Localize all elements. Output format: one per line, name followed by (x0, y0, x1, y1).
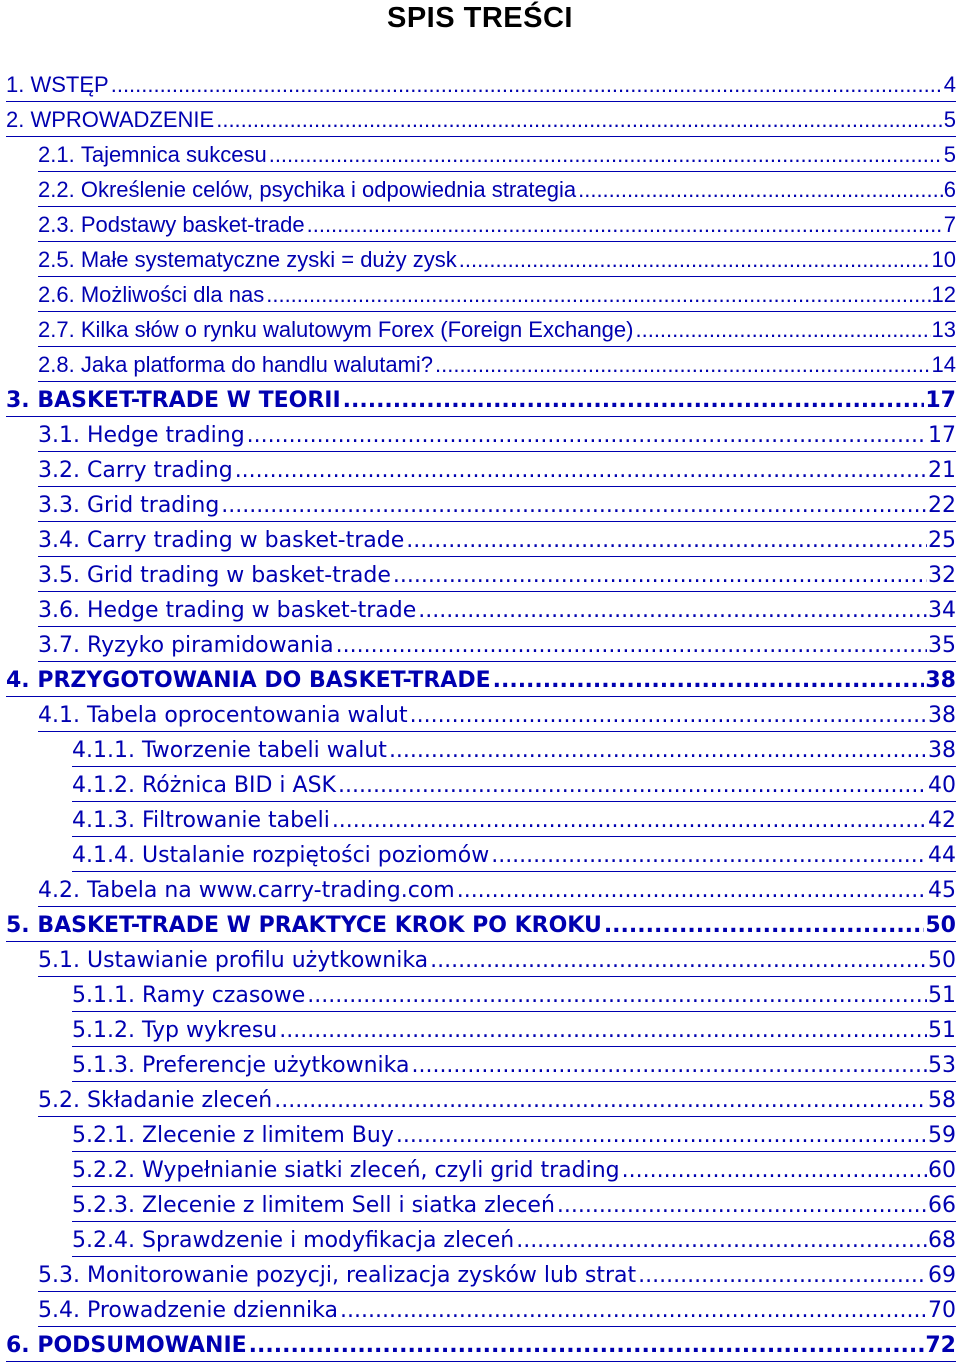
toc-entry-number: 2.6. (38, 282, 75, 307)
toc-dot-leader (622, 1158, 927, 1183)
toc-entry-number: 4.1.1. (72, 738, 135, 763)
toc-link[interactable] (38, 312, 956, 347)
toc-entry (0, 907, 960, 942)
toc-dot-leader (435, 352, 930, 378)
toc-entry (0, 1152, 960, 1187)
toc-page-number: 13 (931, 317, 956, 342)
toc-link[interactable] (38, 347, 956, 382)
toc-entry-title: Grid trading (86, 493, 220, 518)
toc-link[interactable] (38, 242, 956, 277)
toc-entry (0, 417, 960, 452)
toc-spacer (80, 458, 87, 483)
toc-entry (0, 872, 960, 907)
toc-entry-number: 3. (6, 388, 30, 413)
toc-entry-number: 5.1.2. (72, 1018, 135, 1043)
toc-entry-title: Tworzenie tabeli walut (141, 738, 387, 763)
toc-entry-number: 2.8. (38, 352, 75, 377)
toc-page-number: 50 (925, 913, 956, 938)
toc-entry-title: Określenie celów, psychika i odpowiednia strategia (80, 177, 577, 202)
toc-link[interactable] (38, 557, 956, 592)
toc-entry-title: Zlecenie z limitem Buy (141, 1123, 394, 1148)
toc-page-number: 6 (943, 177, 956, 202)
toc-dot-leader (418, 598, 927, 623)
toc-dot-leader (396, 1123, 927, 1148)
toc-dot-leader (274, 1088, 927, 1113)
toc-dot-leader (410, 703, 927, 728)
toc-entry-title: Hedge trading w basket-trade (86, 598, 417, 623)
toc-entry-number: 3.7. (38, 633, 80, 658)
toc-entry-number: 5. (6, 913, 30, 938)
toc-entry (0, 522, 960, 557)
toc-entry (0, 102, 960, 137)
toc-page-number: 22 (928, 493, 956, 518)
toc-entry (0, 592, 960, 627)
toc-entry-number: 5.3. (38, 1263, 80, 1288)
toc-spacer (30, 668, 38, 693)
toc-entry-number: 2. (6, 107, 25, 132)
toc-spacer (135, 808, 142, 833)
toc-spacer (135, 1193, 142, 1218)
toc-dot-leader (269, 142, 943, 168)
toc-page-number: 17 (925, 388, 956, 413)
toc-entry-number: 2.5. (38, 247, 75, 272)
toc-entry (0, 1047, 960, 1082)
toc-page-number: 38 (928, 738, 956, 763)
toc-entry-number: 5.2.1. (72, 1123, 135, 1148)
toc-entry-title: BASKET-TRADE W TEORII (37, 388, 341, 413)
toc-page-number: 58 (928, 1088, 956, 1113)
toc-page-number: 40 (928, 773, 956, 798)
toc-entry-title: Ustalanie rozpiętości poziomów (141, 843, 490, 868)
toc-dot-leader (279, 1018, 927, 1043)
toc-entry-title: Carry trading (86, 458, 233, 483)
toc-entry (0, 67, 960, 102)
toc-entry-title: Możliwości dla nas (80, 282, 265, 307)
toc-entry-number: 4.2. (38, 878, 80, 903)
toc-entry (0, 837, 960, 872)
toc-entry-number: 3.5. (38, 563, 80, 588)
toc-entry-number: 2.3. (38, 212, 75, 237)
toc-spacer (135, 1158, 142, 1183)
toc-entry-title: Ramy czasowe (141, 983, 306, 1008)
toc-link[interactable] (38, 277, 956, 312)
toc-link[interactable] (6, 382, 956, 417)
toc-spacer (135, 1123, 142, 1148)
toc-entry-number: 5.2.3. (72, 1193, 135, 1218)
toc-entry-number: 3.2. (38, 458, 80, 483)
toc-page-number: 72 (925, 1333, 956, 1358)
toc-entry (0, 1117, 960, 1152)
toc-entry (0, 382, 960, 417)
toc-entry (0, 557, 960, 592)
toc-dot-leader (307, 212, 943, 238)
toc-entry-title: Podstawy basket-trade (80, 212, 305, 237)
toc-entry-number: 4.1.4. (72, 843, 135, 868)
toc-entry (0, 697, 960, 732)
toc-spacer (80, 528, 87, 553)
toc-link[interactable] (38, 137, 956, 172)
toc-entry-number: 5.2. (38, 1088, 80, 1113)
toc-entry (0, 207, 960, 242)
toc-link[interactable] (6, 1327, 956, 1362)
toc-entry-number: 4.1.3. (72, 808, 135, 833)
toc-entry-title: Składanie zleceń (86, 1088, 273, 1113)
toc-page-number: 38 (925, 668, 956, 693)
toc-entry (0, 1187, 960, 1222)
toc-entry-title: Zlecenie z limitem Sell i siatka zleceń (141, 1193, 555, 1218)
toc-page-number: 53 (928, 1053, 956, 1078)
toc-entry-number: 5.4. (38, 1298, 80, 1323)
toc-link[interactable] (72, 1222, 956, 1257)
toc-dot-leader (221, 493, 927, 518)
toc-dot-leader (459, 247, 931, 273)
toc-dot-leader (635, 317, 930, 343)
toc-entry (0, 1292, 960, 1327)
toc-entry-title: PODSUMOWANIE (37, 1333, 247, 1358)
toc-entry (0, 732, 960, 767)
toc-entry-title: Hedge trading (86, 423, 245, 448)
toc-entry-number: 5.1. (38, 948, 80, 973)
toc-entry-title: WSTĘP (30, 72, 109, 97)
toc-link[interactable] (38, 487, 956, 522)
toc-link[interactable] (6, 907, 956, 942)
toc-link[interactable] (38, 1292, 956, 1327)
toc-link[interactable] (72, 767, 956, 802)
toc-entry-title: Tajemnica sukcesu (80, 142, 267, 167)
toc-entry (0, 627, 960, 662)
toc-entry-number: 4.1. (38, 703, 80, 728)
toc-entry-number: 3.1. (38, 423, 80, 448)
toc-entry-number: 1. (6, 72, 25, 97)
toc-entry-number: 2.2. (38, 177, 75, 202)
toc-entry (0, 487, 960, 522)
toc-page-number: 5 (943, 107, 956, 132)
toc-dot-leader (340, 1298, 927, 1323)
toc-entry-number: 4. (6, 668, 30, 693)
toc-entry (0, 312, 960, 347)
toc-spacer (30, 388, 38, 413)
toc-link[interactable] (38, 872, 956, 907)
toc-dot-leader (516, 1228, 927, 1253)
toc-entry (0, 1222, 960, 1257)
toc-entry-number: 3.3. (38, 493, 80, 518)
toc-page-number: 66 (928, 1193, 956, 1218)
toc-spacer (30, 1333, 38, 1358)
toc-entry-number: 6. (6, 1333, 30, 1358)
toc-page-number: 69 (928, 1263, 956, 1288)
toc-link[interactable] (38, 1082, 956, 1117)
toc-spacer (80, 703, 87, 728)
toc-spacer (80, 1088, 87, 1113)
toc-spacer (80, 878, 87, 903)
toc-link[interactable] (38, 417, 956, 452)
toc-entry-title: Carry trading w basket-trade (86, 528, 405, 553)
toc-dot-leader (389, 738, 927, 763)
toc-dot-leader (332, 808, 927, 833)
toc-spacer (30, 913, 38, 938)
toc-dot-leader (336, 633, 927, 658)
toc-page-number: 17 (928, 423, 956, 448)
toc-page-number: 7 (943, 212, 956, 237)
toc-link[interactable] (38, 697, 956, 732)
toc-dot-leader (411, 1053, 927, 1078)
toc-spacer (135, 1228, 142, 1253)
toc-link[interactable] (38, 1257, 956, 1292)
toc-dot-leader (216, 107, 943, 133)
toc-dot-leader (235, 458, 927, 483)
toc-link[interactable] (72, 1047, 956, 1082)
toc-entry-title: Tabela na www.carry-trading.com (86, 878, 455, 903)
toc-entry-title: Małe systematyczne zyski = duży zysk (80, 247, 457, 272)
toc-page-number: 68 (928, 1228, 956, 1253)
toc-dot-leader (638, 1263, 927, 1288)
toc-dot-leader (557, 1193, 927, 1218)
toc-entry (0, 452, 960, 487)
toc-dot-leader (266, 282, 930, 308)
page-title: SPIS TREŚCI (387, 2, 573, 34)
toc-dot-leader (247, 423, 927, 448)
toc-entry-number: 2.7. (38, 317, 75, 342)
toc-dot-leader (457, 878, 927, 903)
toc-page-number: 51 (928, 983, 956, 1008)
toc-link[interactable] (72, 977, 956, 1012)
toc-link[interactable] (38, 942, 956, 977)
toc-entry (0, 977, 960, 1012)
toc-spacer (135, 738, 142, 763)
toc-entry (0, 1327, 960, 1362)
toc-dot-leader (430, 948, 927, 973)
toc-entry (0, 662, 960, 697)
toc-link[interactable] (72, 1117, 956, 1152)
toc-page-number: 34 (928, 598, 956, 623)
toc-entry-title: Tabela oprocentowania walut (86, 703, 408, 728)
toc-entry-number: 5.1.1. (72, 983, 135, 1008)
toc-link[interactable] (72, 802, 956, 837)
toc-dot-leader (249, 1333, 925, 1358)
toc-spacer (80, 598, 87, 623)
toc-page-number: 50 (928, 948, 956, 973)
toc-link[interactable] (38, 627, 956, 662)
toc-link[interactable] (72, 1187, 956, 1222)
toc-dot-leader (307, 983, 927, 1008)
toc-entry-number: 3.6. (38, 598, 80, 623)
toc-link[interactable] (72, 732, 956, 767)
toc-link[interactable] (72, 837, 956, 872)
toc-link[interactable] (72, 1152, 956, 1187)
toc-page-number: 60 (928, 1158, 956, 1183)
toc-page-number: 14 (931, 352, 956, 377)
toc-entry-title: Typ wykresu (141, 1018, 278, 1043)
toc-entry-number: 5.2.2. (72, 1158, 135, 1183)
toc-entry-title: Grid trading w basket-trade (86, 563, 391, 588)
toc-spacer (135, 1053, 142, 1078)
toc-entry-number: 4.1.2. (72, 773, 135, 798)
toc-entry-title: Filtrowanie tabeli (141, 808, 330, 833)
toc-link[interactable] (6, 102, 956, 137)
toc-spacer (80, 423, 87, 448)
toc-dot-leader (343, 388, 925, 413)
toc-entry-title: Wypełnianie siatki zleceń, czyli grid trading (141, 1158, 620, 1183)
toc-page-number: 25 (928, 528, 956, 553)
toc-page-number: 32 (928, 563, 956, 588)
toc-link[interactable] (6, 67, 956, 102)
toc-dot-leader (493, 668, 925, 693)
toc-dot-leader (604, 913, 925, 938)
toc-entry (0, 172, 960, 207)
toc-dot-leader (338, 773, 927, 798)
toc-entry-title: Monitorowanie pozycji, realizacja zysków lub strat (86, 1263, 637, 1288)
toc-spacer (80, 1263, 87, 1288)
toc-entry-title: BASKET-TRADE W PRAKTYCE KROK PO KROKU (37, 913, 602, 938)
toc-entry-title: Ustawianie profilu użytkownika (86, 948, 429, 973)
toc-entry (0, 1082, 960, 1117)
toc-page-number: 5 (943, 142, 956, 167)
toc-entry-title: Ryzyko piramidowania (86, 633, 334, 658)
toc-link[interactable] (38, 207, 956, 242)
toc-dot-leader (393, 563, 927, 588)
toc-spacer (135, 983, 142, 1008)
toc-spacer (135, 1018, 142, 1043)
toc-page-number: 35 (928, 633, 956, 658)
toc-spacer (80, 563, 87, 588)
toc-link[interactable] (38, 452, 956, 487)
toc-entry (0, 277, 960, 312)
toc-entry-title: PRZYGOTOWANIA DO BASKET-TRADE (37, 668, 491, 693)
toc-entry-number: 5.2.4. (72, 1228, 135, 1253)
toc-page-number: 51 (928, 1018, 956, 1043)
toc-entry-number: 5.1.3. (72, 1053, 135, 1078)
toc-entry-title: Sprawdzenie i modyfikacja zleceń (141, 1228, 515, 1253)
toc-entry (0, 137, 960, 172)
toc-entry-number: 2.1. (38, 142, 75, 167)
toc-page-number: 4 (943, 72, 956, 97)
toc-spacer (80, 948, 87, 973)
toc-dot-leader (406, 528, 927, 553)
toc-link[interactable] (38, 172, 956, 207)
toc-spacer (80, 633, 87, 658)
toc-spacer (135, 773, 142, 798)
toc-entry-title: WPROWADZENIE (30, 107, 215, 132)
toc-page-number: 45 (928, 878, 956, 903)
toc-link[interactable] (38, 522, 956, 557)
toc-page-number: 42 (928, 808, 956, 833)
toc-page-number: 21 (928, 458, 956, 483)
toc-entry (0, 942, 960, 977)
toc-entry-title: Kilka słów o rynku walutowym Forex (Foreign Exchange) (80, 317, 634, 342)
toc-entry (0, 1257, 960, 1292)
toc-link[interactable] (72, 1012, 956, 1047)
toc-entry-number: 3.4. (38, 528, 80, 553)
toc-entry (0, 802, 960, 837)
toc-entry-title: Preferencje użytkownika (141, 1053, 410, 1078)
toc-page-number: 10 (931, 247, 956, 272)
toc-spacer (80, 493, 87, 518)
toc-entry-title: Różnica BID i ASK (141, 773, 336, 798)
toc-link[interactable] (38, 592, 956, 627)
toc-spacer (135, 843, 142, 868)
toc-dot-leader (491, 843, 927, 868)
toc-page-number: 12 (931, 282, 956, 307)
toc-page-number: 59 (928, 1123, 956, 1148)
toc-page-number: 38 (928, 703, 956, 728)
toc-link[interactable] (6, 662, 956, 697)
toc-entry (0, 1012, 960, 1047)
toc-dot-leader (111, 72, 943, 98)
table-of-contents (0, 67, 960, 1362)
toc-dot-leader (578, 177, 943, 203)
toc-page-number: 70 (928, 1298, 956, 1323)
toc-entry-title: Prowadzenie dziennika (86, 1298, 338, 1323)
toc-entry (0, 347, 960, 382)
toc-entry-title: Jaka platforma do handlu walutami? (80, 352, 434, 377)
toc-page-number: 44 (928, 843, 956, 868)
toc-entry (0, 767, 960, 802)
toc-spacer (80, 1298, 87, 1323)
toc-entry (0, 242, 960, 277)
